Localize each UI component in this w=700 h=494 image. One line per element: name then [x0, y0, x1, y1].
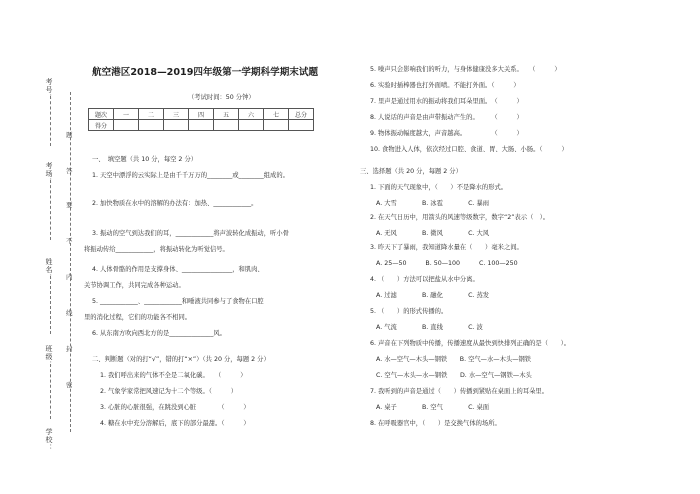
cut-char: 内 [66, 273, 73, 281]
question-1-4: 4. 人体骨骼的作用是支撑身体、________________，和肌肉、 [92, 266, 264, 273]
name-fill-line [50, 180, 51, 240]
cut-char: 题 [66, 131, 73, 139]
school-label: 学校： [45, 428, 53, 452]
section1-heading: 一、 填空题（共 10 分，每空 2 分） [92, 156, 198, 163]
options-3-6a: A. 水—空气—木头—钢铁 B. 空气—水—木头—钢铁 [376, 356, 532, 363]
question-1-5: 5. ____________、____________和唾液共同参与了食物在口腔 [92, 298, 264, 305]
question-1-4b: 关节协调工作，共同完成各种运动。 [84, 282, 185, 289]
table-cell: 六 [239, 109, 264, 120]
question-3-2: 2. 在天气日历中，用箭头的风速等级数字，数字“2”表示（ ）。 [370, 214, 550, 221]
table-cell: 三 [164, 109, 189, 120]
score-cell[interactable] [189, 120, 214, 131]
score-cell[interactable] [264, 120, 289, 131]
score-cell[interactable] [289, 120, 314, 131]
options-3-2: A. 无风 B. 微风 C. 大风 [376, 230, 490, 237]
question-2-3: 3. 心脏的心脏很强，在跳没到心脏 （ ） [100, 404, 250, 411]
options-3-6c: C. 空气—木头—水—钢铁 D. 水—空气—钢铁—木头 [376, 372, 532, 379]
table-row [89, 120, 314, 131]
score-cell[interactable] [239, 120, 264, 131]
question-1-1: 1. 天空中漂浮的云实际上是由千千万万的________或________组成的。 [92, 172, 289, 179]
score-cell[interactable] [214, 120, 239, 131]
exam-no-label: 考号： [45, 78, 53, 102]
question-3-6: 6. 声音在下列物质中传播，传播速度从最快到快排列正确的是（ ）。 [370, 340, 571, 347]
question-1-5b: 里的消化过程，它们的功能各不相同。 [84, 314, 192, 321]
table-cell: 一 [114, 109, 139, 120]
score-cell[interactable] [114, 120, 139, 131]
options-3-4: A. 过滤 B. 融化 C. 蒸发 [376, 292, 490, 299]
exam-time: （考试时间：50 分钟） [188, 94, 255, 101]
table-cell: 二 [139, 109, 164, 120]
score-table [88, 108, 314, 131]
question-2-6: 6. 实验时插棒器也打外面喷。不能打外面。（ ） [370, 82, 520, 89]
options-3-3: A. 25—50 B. 50—100 C. 100—250 [376, 260, 518, 267]
question-1-6: 6. 从东南方吹向西北方的是______________风。 [92, 330, 226, 337]
table-cell: 七 [264, 109, 289, 120]
class-label: 班级： [45, 345, 53, 369]
page-title: 航空港区2018—2019四年级第一学期科学期末试题 [92, 67, 319, 78]
question-3-8: 8. 在呼吸器官中，（ ）是交换气体的场所。 [370, 420, 501, 427]
options-3-5: A. 气流 B. 直线 C. 波 [376, 324, 483, 331]
cut-char: 不 [66, 237, 73, 245]
question-3-5: 5. （ ）的形式传播的。 [370, 308, 448, 315]
question-2-1: 1. 我们呼出来的气体不全是二氧化碳。 （ ） [100, 372, 247, 379]
table-cell: 总分 [289, 109, 314, 120]
question-2-10: 10. 食物进入人体，依次经过口腔、食道、胃、大肠、小肠。（ ） [370, 146, 568, 153]
cut-char: 要 [66, 201, 73, 209]
question-2-5: 5. 噪声只会影响我们的听力，与身体健康没多大关系。 （ ） [370, 66, 561, 73]
table-cell: 得分 [89, 120, 114, 131]
score-cell[interactable] [139, 120, 164, 131]
table-cell: 四 [189, 109, 214, 120]
options-3-7: A. 桌子 B. 空气 C. 桌面 [376, 404, 490, 411]
question-3-1: 1. 下面的天气现象中，（ ）不是降水的形式。 [370, 184, 508, 191]
name-fill-line [50, 276, 51, 334]
question-1-2: 2. 加快物质在水中的溶解的办法有：加热、____________。 [92, 200, 258, 207]
table-row [89, 109, 314, 120]
question-3-7: 7. 我听到的声音是通过（ ）传播到紧贴在桌面上的耳朵里。 [370, 388, 549, 395]
question-2-2: 2. 气象学家常把风速记为十二个等级。（ ） [100, 388, 238, 395]
table-cell: 题次 [89, 109, 114, 120]
score-cell[interactable] [164, 120, 189, 131]
question-3-3: 3. 昨天下了暴雨，我知道降水量在（ ）毫米之间。 [370, 244, 523, 251]
room-label: 考场： [45, 162, 53, 186]
question-1-3b: 将振动传给____________，将振动转化为听觉信号。 [84, 246, 229, 253]
question-2-4: 4. 糖在水中充分溶解后，底下的部分最甜。（ ） [100, 420, 250, 427]
name-fill-line [50, 96, 51, 146]
name-fill-line [50, 364, 51, 419]
cut-char: 密 [66, 381, 73, 389]
cut-char: 封 [66, 345, 73, 353]
question-2-7: 7. 里声是通过用水的振动将我们耳朵里面。 （ ） [370, 98, 523, 105]
question-2-8: 8. 人说话的声音是由声带振动产生的。 （ ） [370, 114, 523, 121]
cut-char: 线 [66, 309, 73, 317]
question-2-9: 9. 物体振动幅度越大，声音越高。 （ ） [370, 130, 523, 137]
options-3-1: A. 大雪 B. 冰雹 C. 暴雨 [376, 200, 490, 207]
cut-char: 答 [66, 167, 73, 175]
question-3-4: 4. （ ）方法可以把盐从水中分离。 [370, 276, 479, 283]
table-cell: 五 [214, 109, 239, 120]
name-label: 姓名： [45, 258, 53, 282]
section2-heading: 二、判断题（对的打“√”，错的打“×”）（共 20 分，每题 2 分） [92, 356, 270, 363]
question-1-3: 3. 振动的空气到达我们的耳，____________将声波转化成振动，听小骨 [92, 230, 289, 237]
section3-heading: 三、选择题（共 20 分，每题 2 分） [360, 168, 462, 175]
